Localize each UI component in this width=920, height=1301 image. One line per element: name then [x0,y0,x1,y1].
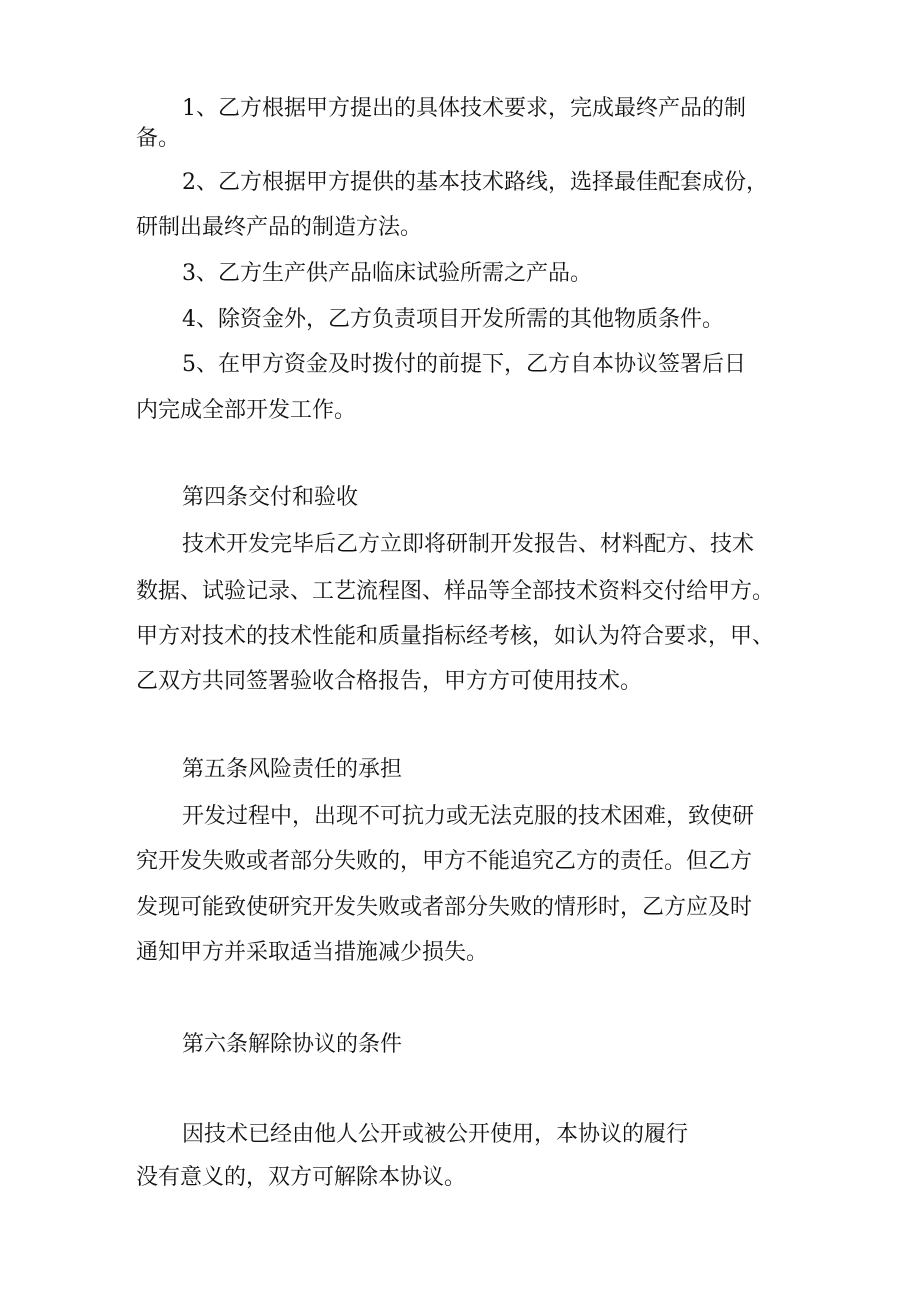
item-2-line-2: 研制出最终产品的制造方法。 [136,215,423,240]
article-6-line-2: 没有意义的，双方可解除本协议。 [136,1165,467,1190]
article-4-line-4: 乙双方共同签署验收合格报告，甲方方可使用技术。 [136,669,643,694]
item-3: 3、乙方生产供产品临床试验所需之产品。 [182,261,592,286]
item-2-line-1: 2、乙方根据甲方提供的基本技术路线，选择最佳配套成份， [182,170,768,195]
article-6-line-1: 因技术已经由他人公开或被公开使用，本协议的履行 [182,1122,689,1147]
article-4-line-1: 技术开发完毕后乙方立即将研制开发报告、材料配方、技术 [182,532,755,557]
article-5-line-2: 究开发失败或者部分失败的，甲方不能追究乙方的责任。但乙方 [136,849,753,874]
item-1-line-2: 备。 [136,126,181,151]
article-5-heading: 第五条风险责任的承担 [182,757,403,782]
article-6-heading: 第六条解除协议的条件 [182,1032,403,1057]
item-5-line-2: 内完成全部开发工作。 [136,398,357,423]
article-4-heading: 第四条交付和验收 [182,485,359,510]
item-1-line-1: 1、乙方根据甲方提出的具体技术要求，完成最终产品的制 [182,96,746,121]
article-5-line-4: 通知甲方并采取适当措施减少损失。 [136,940,489,965]
article-4-line-3: 甲方对技术的技术性能和质量指标经考核，如认为符合要求，甲、 [136,624,775,649]
article-5-line-3: 发现可能致使研究开发失败或者部分失败的情形时，乙方应及时 [136,895,753,920]
article-4-line-2: 数据、试验记录、工艺流程图、样品等全部技术资料交付给甲方。 [136,579,775,604]
item-5-line-1: 5、在甲方资金及时拨付的前提下，乙方自本协议签署后日 [182,352,746,377]
article-5-line-1: 开发过程中，出现不可抗力或无法克服的技术困难，致使研 [182,804,755,829]
item-4: 4、除资金外，乙方负责项目开发所需的其他物质条件。 [182,307,724,332]
